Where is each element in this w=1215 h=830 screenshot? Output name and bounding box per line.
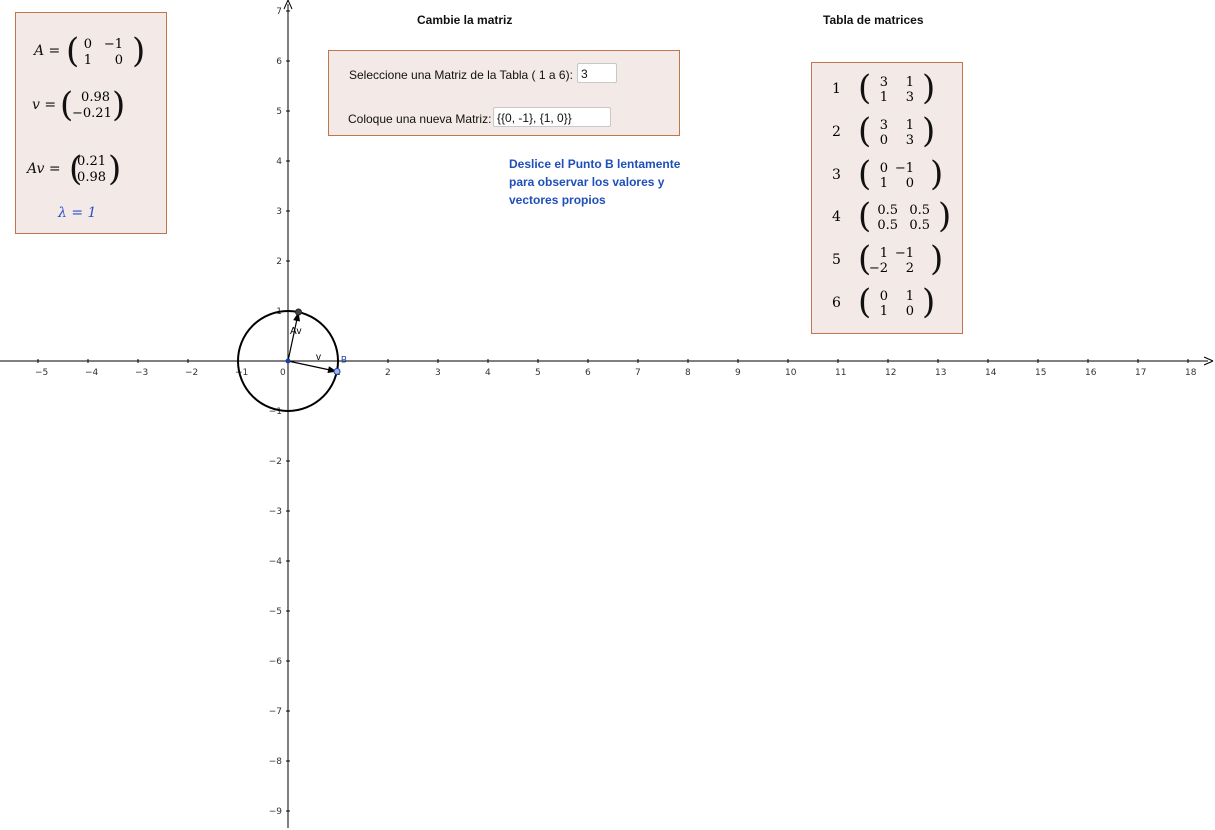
matrix-number: 1 <box>832 81 841 97</box>
matrix-number: 5 <box>832 252 841 268</box>
y-tick-label: −1 <box>268 407 282 417</box>
x-tick-label: 3 <box>435 368 441 378</box>
y-tick-label: 2 <box>276 257 282 267</box>
x-tick-label: 12 <box>885 368 897 378</box>
matrix-info-panel <box>15 12 167 234</box>
x-tick-label: 5 <box>535 368 541 378</box>
y-tick-label: 5 <box>276 107 282 117</box>
x-tick-label: 18 <box>1185 368 1197 378</box>
x-tick-label: 13 <box>935 368 947 378</box>
matrix-cell: −1 <box>894 246 914 261</box>
matrix-cell: −2 <box>868 261 888 276</box>
x-tick-label: −3 <box>135 368 149 378</box>
matrix-cell: 1 <box>879 90 888 105</box>
select-matrix-label: Seleccione una Matriz de la Tabla ( 1 a 6): <box>349 68 573 82</box>
matrix-cell: 3 <box>905 133 914 148</box>
x-tick-label: 6 <box>585 368 591 378</box>
matrix-cell: 0 <box>905 304 914 319</box>
matrix-table-row: 5 ( 1 −1 −2 2 ) <box>832 239 944 279</box>
matrix-number: 2 <box>832 124 841 140</box>
A-cell: 0 <box>114 53 123 68</box>
Av-label: Av = <box>27 161 61 177</box>
matrix-number: 6 <box>832 295 841 311</box>
tabla-title: Tabla de matrices <box>823 13 924 27</box>
y-tick-label: −3 <box>268 507 282 517</box>
x-tick-label: 11 <box>835 368 847 378</box>
matrix-cell: 1 <box>905 118 914 133</box>
matrix-cell: 3 <box>879 75 888 90</box>
Av-cell: 0.98 <box>77 170 106 185</box>
x-tick-label: 2 <box>385 368 391 378</box>
point-B-label: B <box>341 354 348 365</box>
new-matrix-input[interactable]: {{0, -1}, {1, 0}} <box>493 107 611 127</box>
x-tick-label: 15 <box>1035 368 1047 378</box>
x-tick-label: 10 <box>785 368 797 378</box>
y-tick-label: 6 <box>276 57 282 67</box>
matrix-cell: 3 <box>905 90 914 105</box>
matrix-cell: 0 <box>879 289 888 304</box>
A-label: A = <box>34 43 61 59</box>
x-tick-label: 9 <box>735 368 741 378</box>
matrix-table-row: 1 ( 3 1 1 3 ) <box>832 68 936 108</box>
vector-Av: Av = ( 0.21 0.98 ) <box>27 149 122 189</box>
y-tick-label: −7 <box>268 707 282 717</box>
A-cell: 0 <box>83 37 92 52</box>
matrix-table-row: 3 ( 0 −1 1 0 ) <box>832 154 944 194</box>
select-matrix-input[interactable]: 3 <box>577 63 617 83</box>
matrix-cell: 0.5 <box>909 203 930 218</box>
matrix-number: 4 <box>832 209 841 225</box>
x-tick-label: 17 <box>1135 368 1147 378</box>
matrix-table-row: 4 ( 0.5 0.5 0.5 0.5 ) <box>832 196 952 236</box>
x-tick-label: −4 <box>85 368 99 378</box>
change-matrix-panel <box>328 50 680 136</box>
matrix-number: 3 <box>832 167 841 183</box>
matrix-cell: 1 <box>879 246 888 261</box>
x-tick-label: 7 <box>635 368 641 378</box>
y-tick-label: 1 <box>276 307 282 317</box>
x-tick-label: 0 <box>280 368 286 378</box>
lambda-value: λ = 1 <box>58 205 97 221</box>
new-matrix-label: Coloque una nueva Matriz: <box>348 112 492 126</box>
y-tick-label: 3 <box>276 207 282 217</box>
A-cell: 1 <box>83 53 92 68</box>
matrix-cell: 0.5 <box>877 218 898 233</box>
y-tick-label: −6 <box>268 657 282 667</box>
x-tick-label: 8 <box>685 368 691 378</box>
y-tick-label: −5 <box>268 607 282 617</box>
matrix-cell: 0 <box>905 176 914 191</box>
matrix-cell: 0 <box>879 161 888 176</box>
x-tick-label: 16 <box>1085 368 1097 378</box>
y-tick-label: −4 <box>268 557 282 567</box>
y-tick-label: −8 <box>268 757 282 767</box>
x-tick-label: 14 <box>985 368 997 378</box>
matrix-cell: 0.5 <box>909 218 930 233</box>
cambie-title: Cambie la matriz <box>417 13 513 27</box>
x-tick-label: −5 <box>35 368 49 378</box>
matrix-cell: 0.5 <box>877 203 898 218</box>
y-tick-label: 4 <box>276 157 282 167</box>
matrix-cell: 1 <box>879 304 888 319</box>
matrix-cell: 1 <box>879 176 888 191</box>
vector-v: v = ( 0.98 −0.21 ) <box>32 85 126 125</box>
vector-Av-label: Av <box>290 326 302 337</box>
y-tick-label: −9 <box>268 807 282 817</box>
hint-text: Deslice el Punto B lentamente para observar los valores y vectores propios <box>509 157 681 207</box>
y-tick-label: −2 <box>268 457 282 467</box>
x-tick-label: −2 <box>185 368 199 378</box>
Av-cell: 0.21 <box>77 154 106 169</box>
origin-point <box>286 359 291 364</box>
matrix-cell: 1 <box>905 289 914 304</box>
A-cell: −1 <box>103 37 123 52</box>
x-tick-label: 4 <box>485 368 491 378</box>
v-label: v = <box>32 97 57 113</box>
v-cell: 0.98 <box>81 90 110 105</box>
point-Av <box>296 309 302 315</box>
matrix-cell: 3 <box>879 118 888 133</box>
v-cell: −0.21 <box>72 106 112 121</box>
matrix-cell: 0 <box>879 133 888 148</box>
x-tick-label: −1 <box>235 368 249 378</box>
matrix-cell: −1 <box>894 161 914 176</box>
matrix-cell: 1 <box>905 75 914 90</box>
matrix-A: A = ( 0 −1 1 0 ) <box>34 31 146 71</box>
vector-v-label: v <box>316 352 321 363</box>
y-tick-label: 7 <box>276 7 282 17</box>
matrix-cell: 2 <box>905 261 914 276</box>
matrix-table-panel <box>811 62 963 334</box>
point-B[interactable] <box>334 369 340 375</box>
matrix-table-row: 2 ( 3 1 0 3 ) <box>832 111 936 151</box>
matrix-table-row: 6 ( 0 1 1 0 ) <box>832 282 936 322</box>
